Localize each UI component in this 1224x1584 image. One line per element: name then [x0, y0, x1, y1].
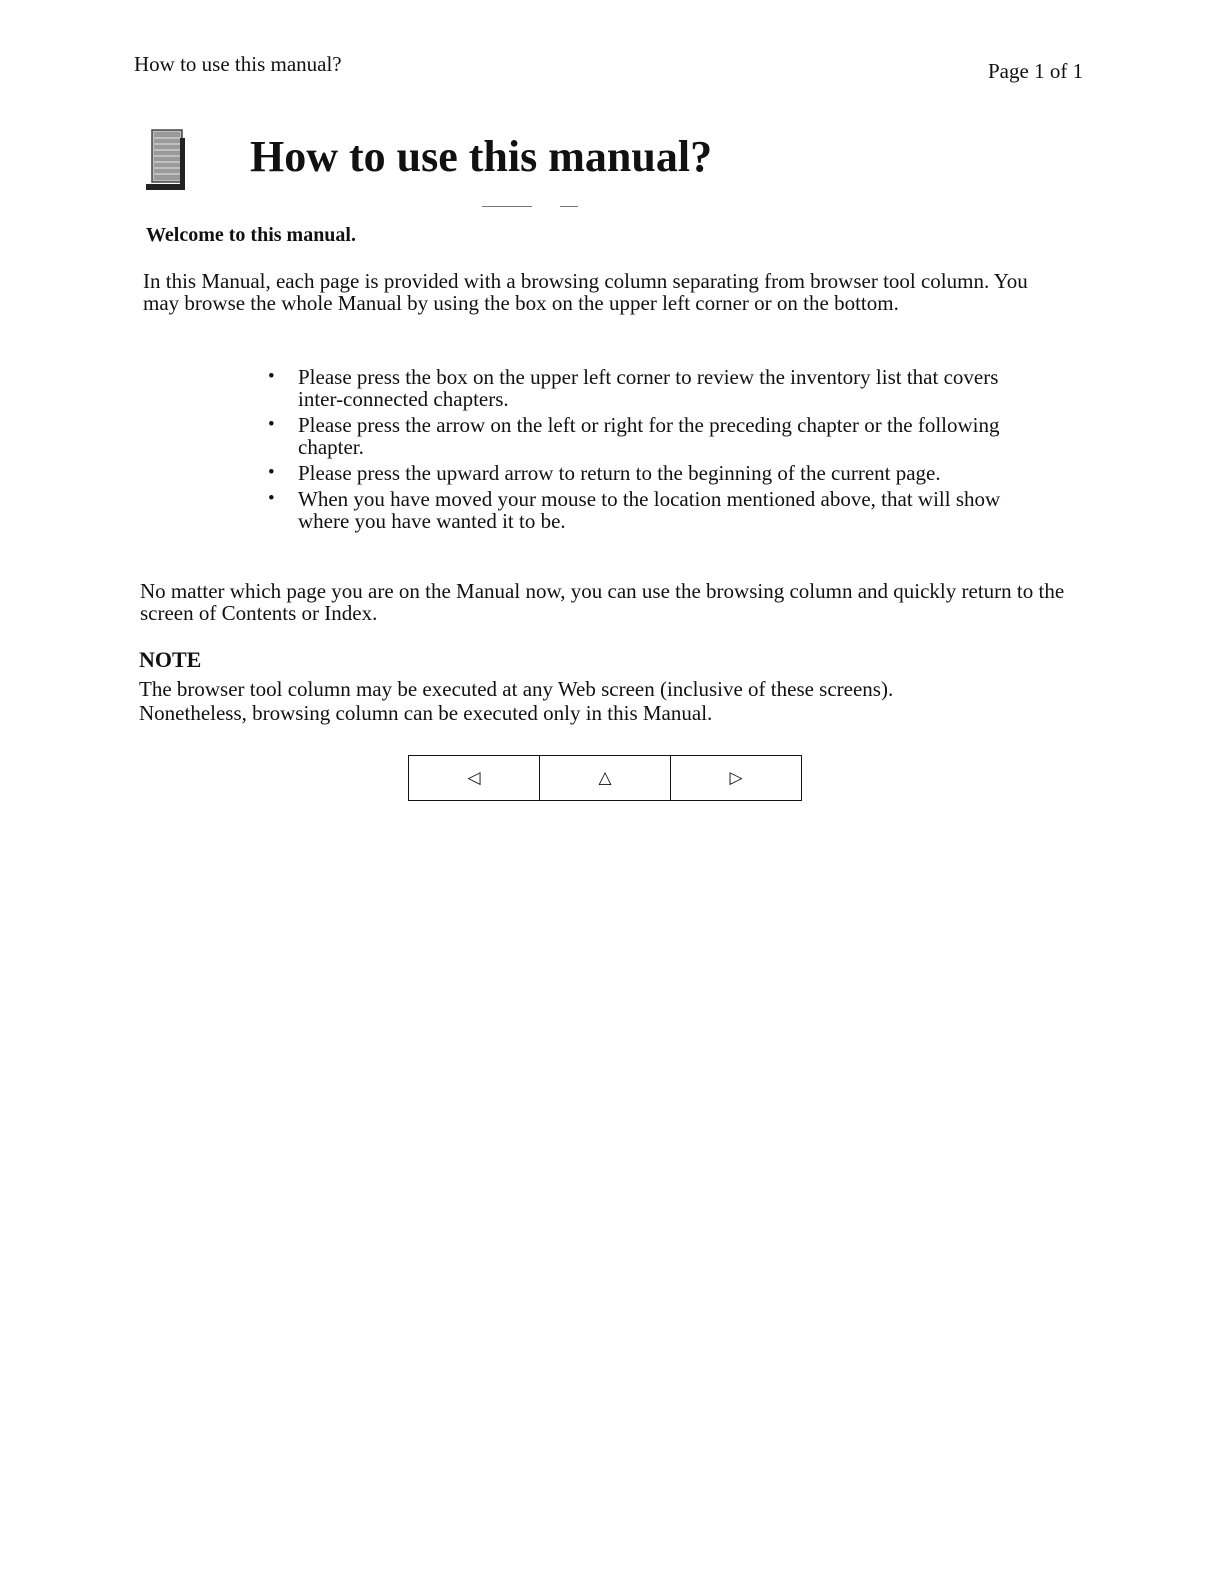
note-line: Nonetheless, browsing column can be executed only in this Manual. — [139, 701, 713, 725]
right-arrow-icon: ▷ — [729, 768, 743, 788]
instructions-list — [268, 366, 1008, 536]
page-top-button[interactable] — [539, 756, 670, 800]
intro-paragraph: In this Manual, each page is provided with a browsing column separating from browser tool column. You may browse the whole Manual by using the box on the upper left corner or on the bottom. — [143, 269, 1028, 315]
bullet-icon: • — [268, 462, 275, 483]
bullet-icon: • — [268, 488, 275, 509]
matter-paragraph: No matter which page you are on the Manual now, you can use the browsing column and quickly return to the screen of Contents or Index. — [140, 579, 1065, 625]
navigation-bar — [408, 755, 802, 801]
left-arrow-icon: ◁ — [467, 768, 481, 788]
next-chapter-button[interactable] — [670, 756, 801, 800]
list-item-text: When you have moved your mouse to the location mentioned above, that will show where you have wanted it to be. — [298, 487, 1001, 533]
previous-chapter-button[interactable] — [409, 756, 539, 800]
bullet-icon: • — [268, 366, 275, 387]
note-body — [139, 677, 1039, 725]
up-arrow-icon: △ — [598, 768, 612, 788]
page-title: How to use this manual? — [250, 132, 713, 181]
list-item — [268, 488, 1008, 532]
title-row — [144, 128, 844, 192]
book-icon[interactable] — [144, 128, 190, 192]
list-item-text: Please press the box on the upper left corner to review the inventory list that covers inter-connected chapters. — [298, 365, 999, 411]
scan-artifact — [560, 206, 578, 207]
list-item — [268, 462, 1008, 484]
scan-artifact — [482, 206, 532, 207]
welcome-heading: Welcome to this manual. — [146, 224, 356, 246]
list-item — [268, 414, 1008, 458]
print-header-title: How to use this manual? — [134, 52, 342, 76]
list-item-text: Please press the upward arrow to return to the beginning of the current page. — [298, 461, 941, 485]
list-item-text: Please press the arrow on the left or right for the preceding chapter or the following chapter. — [298, 413, 1000, 459]
list-item — [268, 366, 1008, 410]
note-line: The browser tool column may be executed at any Web screen (inclusive of these screens). — [139, 677, 894, 701]
note-heading: NOTE — [139, 647, 202, 672]
bullet-icon: • — [268, 414, 275, 435]
print-header-page-count: Page 1 of 1 — [988, 59, 1084, 83]
